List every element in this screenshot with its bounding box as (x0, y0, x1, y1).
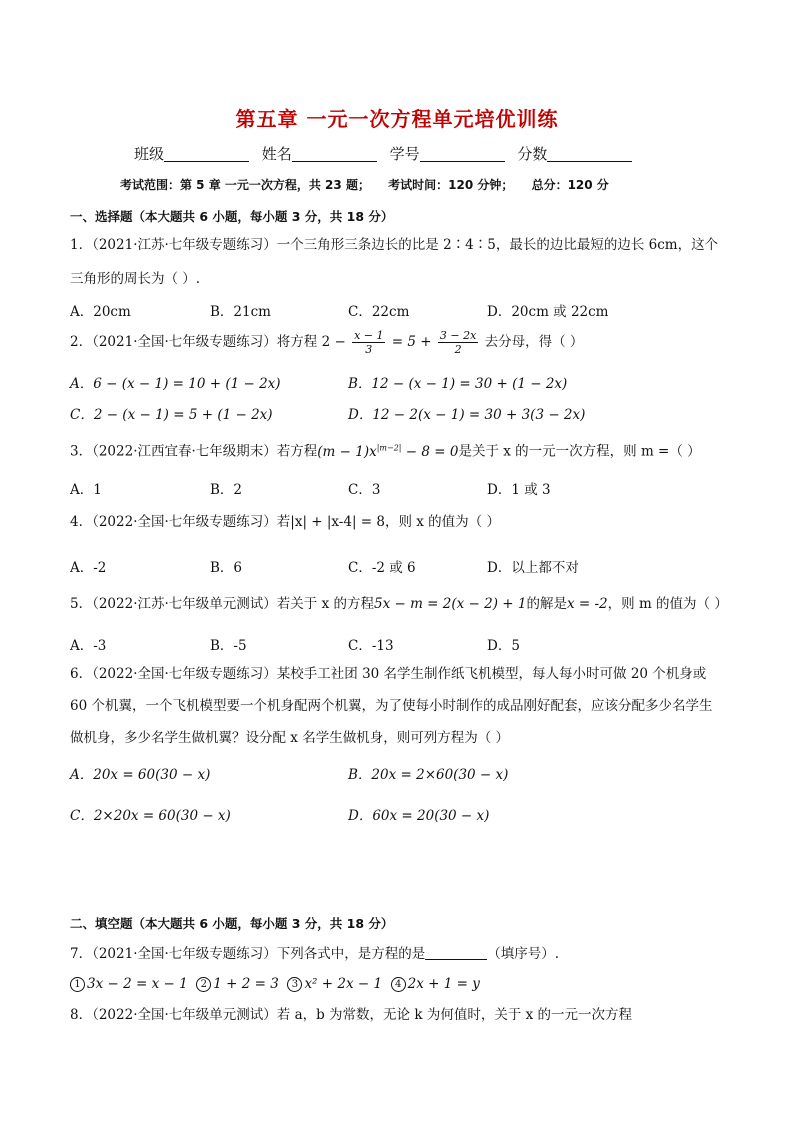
page-title: 第五章 一元一次方程单元培优训练 (235, 107, 559, 131)
circled-number-2: 2 (196, 977, 211, 992)
q3-option-a[interactable]: A．1 (70, 482, 102, 498)
q4-option-a[interactable]: A．-2 (70, 560, 107, 576)
number-label: 学号 (389, 145, 420, 163)
q4-option-b[interactable]: B．6 (210, 560, 243, 576)
q5-option-c[interactable]: C．-13 (348, 638, 394, 654)
q6-option-d[interactable]: D．60x = 20(30 − x) (348, 808, 490, 824)
exam-scope: 考试范围：第 5 章 一元一次方程，共 23 题； (120, 178, 370, 192)
q7-items (70, 970, 480, 998)
q7-item-1: 3x − 2 = x − 1 (87, 976, 188, 992)
q2-option-d[interactable]: D．12 − 2(x − 1) = 30 + 3(3 − 2x) (348, 407, 586, 423)
q5-equation: 5x − m = 2(x − 2) + 1 (373, 596, 527, 612)
name-label: 姓名 (261, 145, 292, 163)
q2-option-b[interactable]: B．12 − (x − 1) = 30 + (1 − 2x) (348, 376, 568, 392)
question-6: 6．（2022·全国·七年级专题练习）某校手工社团 30 名学生制作纸飞机模型，每人每小时可做 20 个机身或 60 个机翼，一个飞机模型要一个机身配两个机翼，为了使每小时制作的成品刚好配套，应该分配多少名学生做机身，多少名学生做机翼？设分配 x 名学生做机身，则可列方程为（ ） (70, 666, 713, 746)
question-5 (70, 590, 728, 618)
q3-prefix: 3．（2022·江西宜春·七年级期末）若方程 (70, 443, 318, 460)
q5-option-d[interactable]: D．5 (487, 638, 520, 654)
q7-item-3: x² + 2x − 1 (304, 976, 383, 992)
q7-answer-blank[interactable] (425, 945, 487, 960)
section-heading-choice: 一、选择题（本大题共 6 小题，每小题 3 分，共 18 分） (70, 209, 394, 224)
q2-option-c[interactable]: C．2 − (x − 1) = 5 + (1 − 2x) (70, 407, 273, 423)
name-blank[interactable] (292, 145, 377, 162)
q3-suffix: 是关于 x 的一元一次方程，则 m =（ ） (458, 443, 701, 460)
score-label: 分数 (517, 145, 548, 163)
q5-prefix: 5．（2022·江苏·七年级单元测试）若关于 x 的方程 (70, 596, 374, 612)
q5-suffix: ，则 m 的值为（ ） (607, 596, 728, 612)
number-blank[interactable] (420, 145, 505, 162)
section-heading-fill: 二、填空题（本大题共 6 小题，每小题 3 分，共 18 分） (70, 916, 394, 931)
q3-option-b[interactable]: B．2 (210, 482, 243, 498)
q3-option-d[interactable]: D．1 或 3 (487, 482, 551, 498)
question-8: 8．（2022·全国·七年级单元测试）若 a，b 为常数，无论 k 为何值时，关于 x 的一元一次方程 (70, 1007, 633, 1023)
q2-prefix: 2．（2021·全国·七年级专题练习）将方程 2 − (70, 334, 346, 350)
q5-solution: x = -2 (566, 596, 608, 612)
class-blank[interactable] (164, 145, 249, 162)
question-3 (70, 434, 701, 466)
exam-meta (120, 176, 623, 193)
question-7 (70, 940, 559, 968)
q5-option-a[interactable]: A．-3 (70, 638, 107, 654)
q2-mid: = 5 + (391, 334, 432, 350)
q1-option-c[interactable]: C．22cm (348, 304, 410, 320)
q5-option-b[interactable]: B．-5 (210, 638, 247, 654)
q1-option-d[interactable]: D．20cm 或 22cm (487, 304, 609, 320)
q3-option-c[interactable]: C．3 (348, 482, 381, 498)
exam-total: 总分：120 分 (531, 178, 609, 192)
circled-number-4: 4 (391, 977, 406, 992)
q4-option-d[interactable]: D．以上都不对 (487, 560, 579, 576)
q2-fraction-2: $\frac{3 - 2x}{2}$ (439, 329, 477, 356)
circled-number-3: 3 (287, 977, 302, 992)
q1-option-b[interactable]: B．21cm (210, 304, 271, 320)
q7-suffix: （填序号）. (487, 946, 560, 962)
q2-fraction-1: $\frac{x - 1}{3}$ (354, 329, 384, 356)
student-info-line (134, 143, 640, 164)
q6-option-c[interactable]: C．2×20x = 60(30 − x) (70, 808, 231, 824)
q2-option-a[interactable]: A．6 − (x − 1) = 10 + (1 − 2x) (70, 376, 281, 392)
q7-prefix: 7．（2021·全国·七年级专题练习）下列各式中，是方程的是 (70, 946, 426, 962)
q7-item-2: 1 + 2 = 3 (213, 976, 279, 992)
q6-option-a[interactable]: A．20x = 60(30 − x) (70, 767, 211, 783)
question-2 (70, 328, 583, 356)
circled-number-1: 1 (70, 977, 85, 992)
exam-time: 考试时间：120 分钟； (388, 178, 514, 192)
q3-exponent: |m−2| (376, 443, 402, 452)
question-4: 4．（2022·全国·七年级专题练习）若|x| + |x-4| = 8，则 x 的值为（ ） (70, 514, 500, 530)
score-blank[interactable] (547, 145, 632, 162)
q7-item-4: 2x + 1 = y (407, 976, 480, 992)
q1-option-a[interactable]: A．20cm (70, 304, 131, 320)
q3-equation: $(m - 1)x^{|m-2|} - 8 = 0$ (317, 443, 459, 460)
question-1-line-1: 1．（2021·江苏·七年级专题练习）一个三角形三条边长的比是 2∶4∶5，最长的边比最短的边长 6cm，这个 (70, 237, 719, 253)
q5-mid: 的解是 (526, 596, 567, 612)
class-label: 班级 (134, 145, 165, 163)
q6-option-b[interactable]: B．20x = 2×60(30 − x) (348, 767, 509, 783)
question-1-line-2: 三角形的周长为（ ）. (70, 271, 201, 287)
q2-suffix: 去分母，得（ ） (484, 334, 584, 350)
q4-option-c[interactable]: C．-2 或 6 (348, 560, 416, 576)
